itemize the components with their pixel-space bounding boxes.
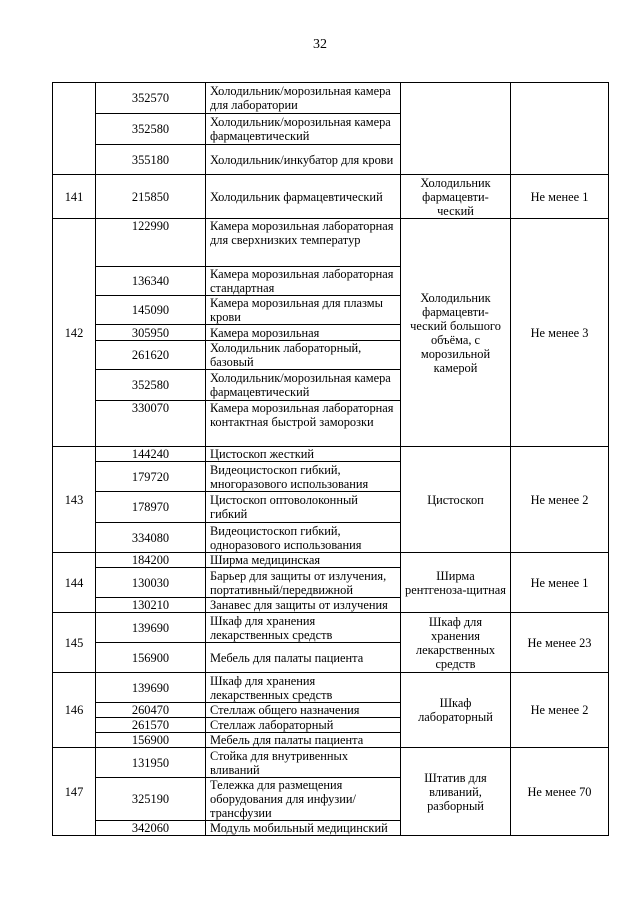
equipment-type: Шкаф лабораторный: [401, 673, 511, 748]
table-row: [53, 673, 609, 703]
item-code: 342060: [96, 821, 206, 836]
item-code: 139690: [96, 673, 206, 703]
table-row: [53, 83, 609, 114]
item-code: 355180: [96, 145, 206, 175]
item-name: Видеоцистоскоп гибкий, одноразового использования: [206, 523, 401, 553]
equipment-type: [401, 83, 511, 175]
item-code: 139690: [96, 613, 206, 643]
item-code: 184200: [96, 553, 206, 568]
required-quantity: Не менее 70: [511, 748, 609, 836]
row-number: 142: [53, 219, 96, 447]
item-name: Стеллаж общего назначения: [206, 703, 401, 718]
item-name: Холодильник/инкубатор для крови: [206, 145, 401, 175]
item-name: Стойка для внутривенных вливаний: [206, 748, 401, 778]
required-quantity: Не менее 1: [511, 553, 609, 613]
equipment-table: [52, 82, 609, 836]
item-name: Холодильник/морозильная камера для лаборатории: [206, 83, 401, 114]
equipment-type: Штатив для вливаний, разборный: [401, 748, 511, 836]
item-code: 156900: [96, 643, 206, 673]
item-name: Холодильник фармацевтический: [206, 175, 401, 219]
item-name: Ширма медицинская: [206, 553, 401, 568]
item-code: 260470: [96, 703, 206, 718]
item-code: 130030: [96, 568, 206, 598]
item-code: 325190: [96, 778, 206, 821]
item-code: 215850: [96, 175, 206, 219]
row-number: [53, 83, 96, 175]
item-code: 334080: [96, 523, 206, 553]
table-row: [53, 553, 609, 568]
item-code: 131950: [96, 748, 206, 778]
page-number: 32: [313, 37, 327, 52]
equipment-type: Холодильник фармацевти-ческий большого объёма, с морозильной камерой: [401, 219, 511, 447]
item-name: Камера морозильная для плазмы крови: [206, 296, 401, 325]
item-name: Холодильник лабораторный, базовый: [206, 341, 401, 370]
item-name: Барьер для защиты от излучения, портативный/передвижной: [206, 568, 401, 598]
item-code: 261570: [96, 718, 206, 733]
equipment-type: Холодильник фармацевти-ческий: [401, 175, 511, 219]
item-name: Цистоскоп жесткий: [206, 447, 401, 462]
item-code: 130210: [96, 598, 206, 613]
item-code: 352580: [96, 114, 206, 145]
required-quantity: Не менее 23: [511, 613, 609, 673]
item-name: Камера морозильная: [206, 325, 401, 341]
item-name: Шкаф для хранения лекарственных средств: [206, 613, 401, 643]
item-code: 136340: [96, 267, 206, 296]
item-code: 330070: [96, 401, 206, 447]
item-name: Занавес для защиты от излучения: [206, 598, 401, 613]
item-name: Мебель для палаты пациента: [206, 643, 401, 673]
item-name: Камера морозильная лабораторная контактная быстрой заморозки: [206, 401, 401, 447]
row-number: 144: [53, 553, 96, 613]
equipment-type: Ширма рентгеноза-щитная: [401, 553, 511, 613]
row-number: 145: [53, 613, 96, 673]
item-name: Камера морозильная лабораторная для сверхнизких температур: [206, 219, 401, 267]
equipment-type: Цистоскоп: [401, 447, 511, 553]
item-code: 145090: [96, 296, 206, 325]
item-name: Холодильник/морозильная камера фармацевтический: [206, 114, 401, 145]
table-row: [53, 447, 609, 462]
item-name: Камера морозильная лабораторная стандартная: [206, 267, 401, 296]
row-number: 146: [53, 673, 96, 748]
item-name: Холодильник/морозильная камера фармацевтический: [206, 370, 401, 401]
item-code: 122990: [96, 219, 206, 267]
table-row: [53, 219, 609, 267]
item-code: 178970: [96, 492, 206, 523]
row-number: 143: [53, 447, 96, 553]
equipment-type: Шкаф для хранения лекарственных средств: [401, 613, 511, 673]
row-number: 147: [53, 748, 96, 836]
item-code: 179720: [96, 462, 206, 492]
item-code: 144240: [96, 447, 206, 462]
item-name: Модуль мобильный медицинский: [206, 821, 401, 836]
item-name: Шкаф для хранения лекарственных средств: [206, 673, 401, 703]
item-code: 305950: [96, 325, 206, 341]
item-name: Видеоцистоскоп гибкий, многоразового использования: [206, 462, 401, 492]
required-quantity: Не менее 2: [511, 673, 609, 748]
item-name: Мебель для палаты пациента: [206, 733, 401, 748]
item-code: 352580: [96, 370, 206, 401]
item-code: 352570: [96, 83, 206, 114]
required-quantity: [511, 83, 609, 175]
item-name: Тележка для размещения оборудования для инфузии/трансфузии: [206, 778, 401, 821]
table-row: [53, 175, 609, 219]
table-row: [53, 613, 609, 643]
item-code: 261620: [96, 341, 206, 370]
item-code: 156900: [96, 733, 206, 748]
item-name: Стеллаж лабораторный: [206, 718, 401, 733]
row-number: 141: [53, 175, 96, 219]
table-row: [53, 748, 609, 778]
required-quantity: Не менее 3: [511, 219, 609, 447]
item-name: Цистоскоп оптоволоконный гибкий: [206, 492, 401, 523]
required-quantity: Не менее 2: [511, 447, 609, 553]
required-quantity: Не менее 1: [511, 175, 609, 219]
